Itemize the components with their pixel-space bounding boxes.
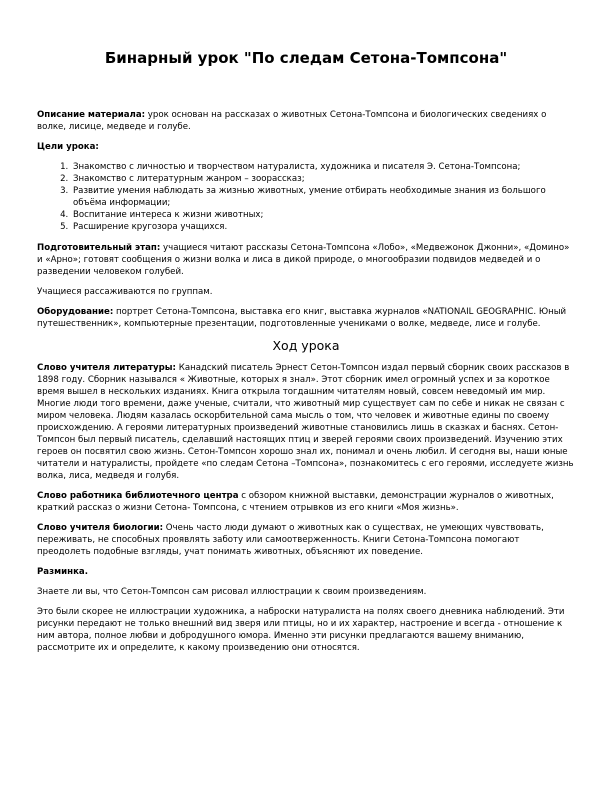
list-item: 5. Расширение кругозора учащихся. xyxy=(71,221,575,233)
description-label: Описание материала: xyxy=(37,110,146,120)
prep-label: Подготовительный этап: xyxy=(37,243,161,253)
lit-teacher-paragraph xyxy=(37,362,575,482)
library-worker-label: Слово работника библиотечного центра xyxy=(37,491,239,501)
list-item: 4. Воспитание интереса к жизни животных; xyxy=(71,209,575,221)
library-worker-text: с обзором книжной выставки, демонстрации журналов о животных, краткий рассказ о жизни Сетона- Томпсона, с чтением отрывков из его книги «Моя жизнь». xyxy=(37,491,554,513)
description-paragraph xyxy=(37,109,575,133)
equipment-label: Оборудование: xyxy=(37,307,114,317)
list-item: 1. Знакомство с личностью и творчеством натуралиста, художника и писателя Э. Сетона-Томпсона; xyxy=(71,161,575,173)
bio-teacher-label: Слово учителя биологии: xyxy=(37,523,164,533)
prep-text: учащиеся читают рассказы Сетона-Томпсона «Лобо», «Медвежонок Джонни», «Домино» и «Арно»; готовят сообщения о жизни волка и лиса в дикой природе, о многообразии подвидов медведей и о разведении человеком голубей. xyxy=(37,243,570,277)
warmup-label: Разминка. xyxy=(37,567,88,577)
bio-teacher-paragraph xyxy=(37,522,575,558)
goals-list xyxy=(37,161,575,233)
goals-heading xyxy=(37,141,575,153)
goals-label: Цели урока: xyxy=(37,142,99,152)
warmup-paragraph-1: Знаете ли вы, что Сетон-Томпсон сам рисовал иллюстрации к своим произведениям. xyxy=(37,587,427,597)
description-text: урок основан на рассказах о животных Сетона-Томпсона и биологических сведениях о волке, лисице, медведе и голубе. xyxy=(37,110,547,132)
warmup-paragraph-2: Это были скорее не иллюстрации художника, а наброски натуралиста на полях своего дневника наблюдений. Эти рисунки передают не только внешний вид зверя или птицы, но и их характер, настроение и всегда - отношение к ним автора, полное любви и добродушного юмора. Именно эти рисунки предлагаются вашему вниманию, рассмотрите их и определите, к какому произведению они относятся. xyxy=(37,607,565,653)
warmup-heading xyxy=(37,566,575,578)
bio-teacher-text: Очень часто люди думают о животных как о существах, не умеющих чувствовать, переживать, не способных проявлять заботу или самоотверженность. Книги Сетона-Томпсона помогают преодолеть подобные взгляды, учат понимать животных, объясняют их поведение. xyxy=(37,523,544,557)
library-worker-paragraph xyxy=(37,490,575,514)
lit-teacher-text: Канадский писатель Эрнест Сетон-Томпсон издал первый сборник своих рассказов в 1898 году. Сборник назывался « Животные, которых я знал». Этот сборник имел огромный успех и за короткое время вышел в нескольких изданиях. Книга открыла тогдашним читателям новый, совсем неведомый им мир. Многие люди того времени, даже ученые, считали, что животный мир существует сам по себе и никак не связан с миром человека. Людям казалась оскорбительной сама мысль о том, что человек и животные едины по своему происхождению. А героями литературных произведений животные становились лишь в сказках и баснях. Сетон-Томпсон был первый писатель, сделавший настоящих птиц и зверей героями своих произведений. Изучению этих героев он посвятил свою жизнь. Сетон-Томпсон хорошо знал их, понимал и очень любил. И сегодня вы, наши юные читатели и натуралисты, пройдете «по следам Сетона –Томпсона», познакомитесь с его героями, исследуете жизнь волка, лиса, медведя и голубя. xyxy=(37,363,574,481)
list-item: 3. Развитие умения наблюдать за жизнью животных, умение отбирать необходимые знания из большого объёма информации; xyxy=(71,185,575,209)
prep-paragraph xyxy=(37,242,575,278)
document-body xyxy=(37,109,575,662)
equipment-text: портрет Сетона-Томпсона, выставка его книг, выставка журналов «NATIONAIL GEOGRAPHIC. Юный путешественник», компьютерные презентации, подготовленные учениками о волке, медведе, лисе и голубе. xyxy=(37,307,567,329)
list-item: 2. Знакомство с литературным жанром – зоорассказ; xyxy=(71,173,575,185)
groups-paragraph: Учащиеся рассаживаются по группам. xyxy=(37,287,213,297)
equipment-paragraph xyxy=(37,306,575,330)
lesson-heading: Ход урока xyxy=(272,338,340,353)
page-title: Бинарный урок "По следам Сетона-Томпсона" xyxy=(104,49,508,67)
lit-teacher-label: Слово учителя литературы: xyxy=(37,363,176,373)
